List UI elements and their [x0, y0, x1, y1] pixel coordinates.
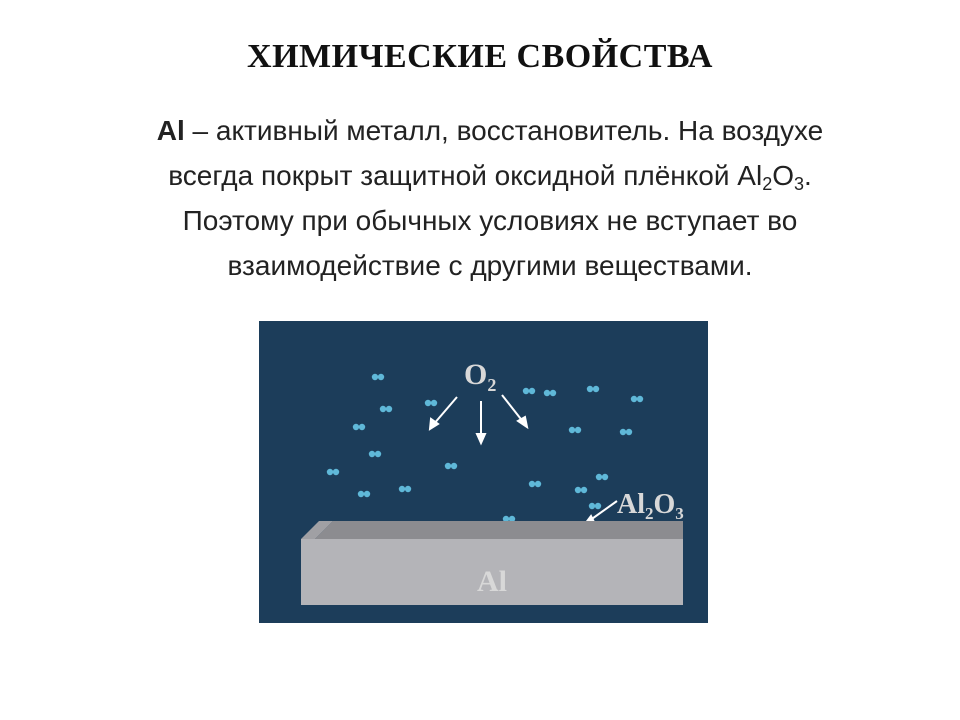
slide-title: ХИМИЧЕСКИЕ СВОЙСТВА	[247, 38, 713, 75]
line2-subscript-2: 2	[762, 174, 773, 194]
line2-text: всегда покрыт защитной оксидной плёнкой Al	[168, 160, 763, 191]
slide-paragraph	[60, 108, 920, 288]
line1-text: – активный металл, восстановитель. На воздухе	[184, 115, 824, 146]
paragraph-line-4: взаимодействие с другими веществами.	[227, 250, 753, 281]
paragraph-line-2	[60, 153, 920, 198]
paragraph-line-1	[60, 108, 920, 153]
oxygen-label: $O_2$	[464, 358, 497, 395]
aluminum-symbol: Al	[156, 115, 185, 146]
metal-label: Al	[477, 565, 507, 598]
oxide-label: $Al_2O_3$	[617, 489, 684, 523]
line2-oxygen: O	[772, 160, 794, 191]
paragraph-line-3: Поэтому при обычных условиях не вступает во	[182, 205, 798, 236]
oxide-film-illustration	[259, 321, 708, 623]
illustration-svg	[259, 321, 708, 623]
block-top-face	[315, 521, 683, 539]
line2-period: .	[804, 160, 812, 191]
line2-subscript-3: 3	[794, 174, 805, 194]
